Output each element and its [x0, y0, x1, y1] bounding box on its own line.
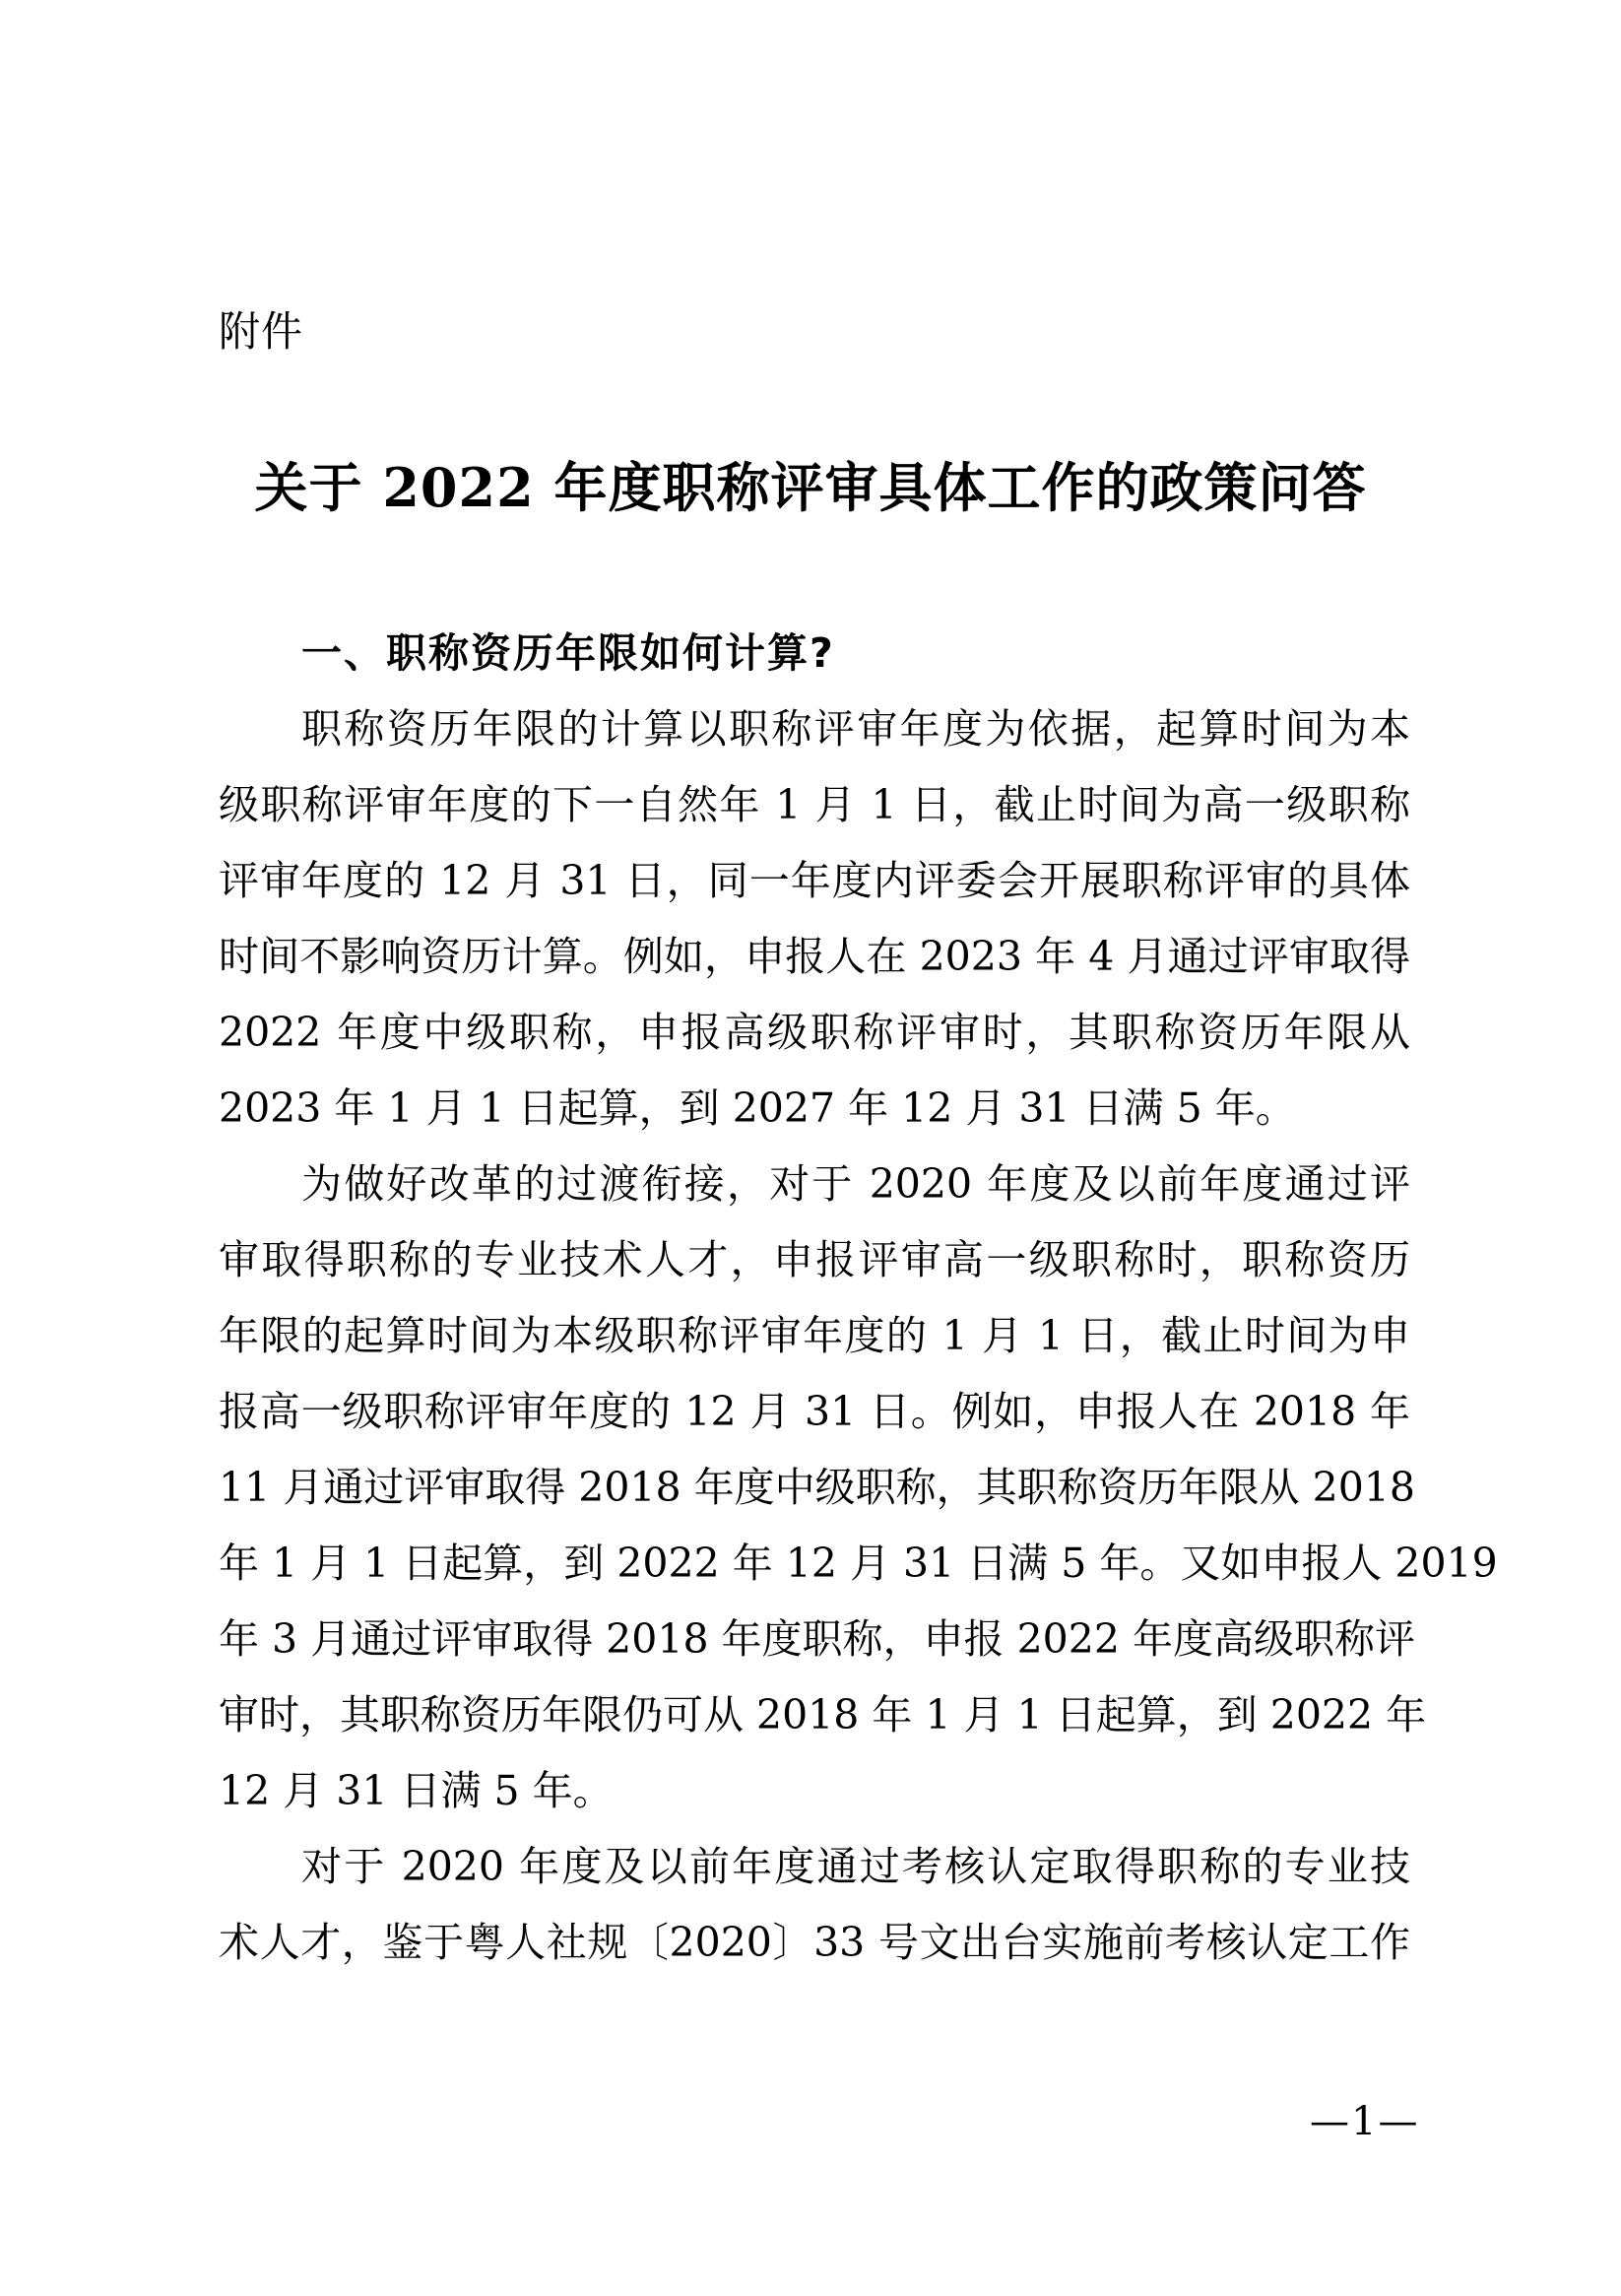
- text-line: 审时，其职称资历年限仍可从 2018 年 1 月 1 日起算，到 2022 年: [219, 1691, 1427, 1738]
- page-number: —1—: [1310, 2099, 1420, 2144]
- text-line: 11 月通过评审取得 2018 年度中级职称，其职称资历年限从 2018: [219, 1464, 1415, 1511]
- document-body: [219, 615, 1498, 1981]
- text-line: 职称资历年限的计算以职称评审年度为依据，起算时间为本: [301, 705, 1410, 753]
- text-line: 级职称评审年度的下一自然年 1 月 1 日，截止时间为高一级职称: [219, 781, 1410, 828]
- text-line: 12 月 31 日满 5 年。: [219, 1767, 614, 1814]
- text-line: 2023 年 1 月 1 日起算，到 2027 年 12 月 31 日满 5 年。: [219, 1084, 1296, 1132]
- text-line: 2022 年度中级职称，申报高级职称评审时，其职称资历年限从: [219, 1009, 1410, 1056]
- text-line: 对于 2020 年度及以前年度通过考核认定取得职称的专业技: [301, 1843, 1410, 1890]
- text-line: 为做好改革的过渡衔接，对于 2020 年度及以前年度通过评: [301, 1160, 1410, 1208]
- text-line: 时间不影响资历计算。例如，申报人在 2023 年 4 月通过评审取得: [219, 933, 1410, 980]
- attachment-label: 附件: [219, 307, 304, 356]
- text-line: 年 1 月 1 日起算，到 2022 年 12 月 31 日满 5 年。又如申报人 2019: [219, 1540, 1498, 1587]
- paragraph-3: [219, 1829, 1410, 1981]
- text-line: 审取得职称的专业技术人才，申报评审高一级职称时，职称资历: [219, 1236, 1410, 1283]
- text-line: 年 3 月通过评审取得 2018 年度职称，申报 2022 年度高级职称评: [219, 1615, 1415, 1663]
- text-line: 评审年度的 12 月 31 日，同一年度内评委会开展职称评审的具体: [219, 857, 1410, 904]
- text-line: 术人才，鉴于粤人社规〔2020〕33 号文出台实施前考核认定工作: [219, 1919, 1410, 1966]
- section-heading: 一、职称资历年限如何计算?: [301, 629, 835, 677]
- text-line: 报高一级职称评审年度的 12 月 31 日。例如，申报人在 2018 年: [219, 1388, 1410, 1435]
- text-line: 年限的起算时间为本级职称评审年度的 1 月 1 日，截止时间为申: [219, 1312, 1410, 1359]
- paragraph-1: [219, 691, 1410, 1147]
- document-title: 关于 2022 年度职称评审具体工作的政策问答: [254, 456, 1367, 519]
- paragraph-2: [219, 1147, 1498, 1829]
